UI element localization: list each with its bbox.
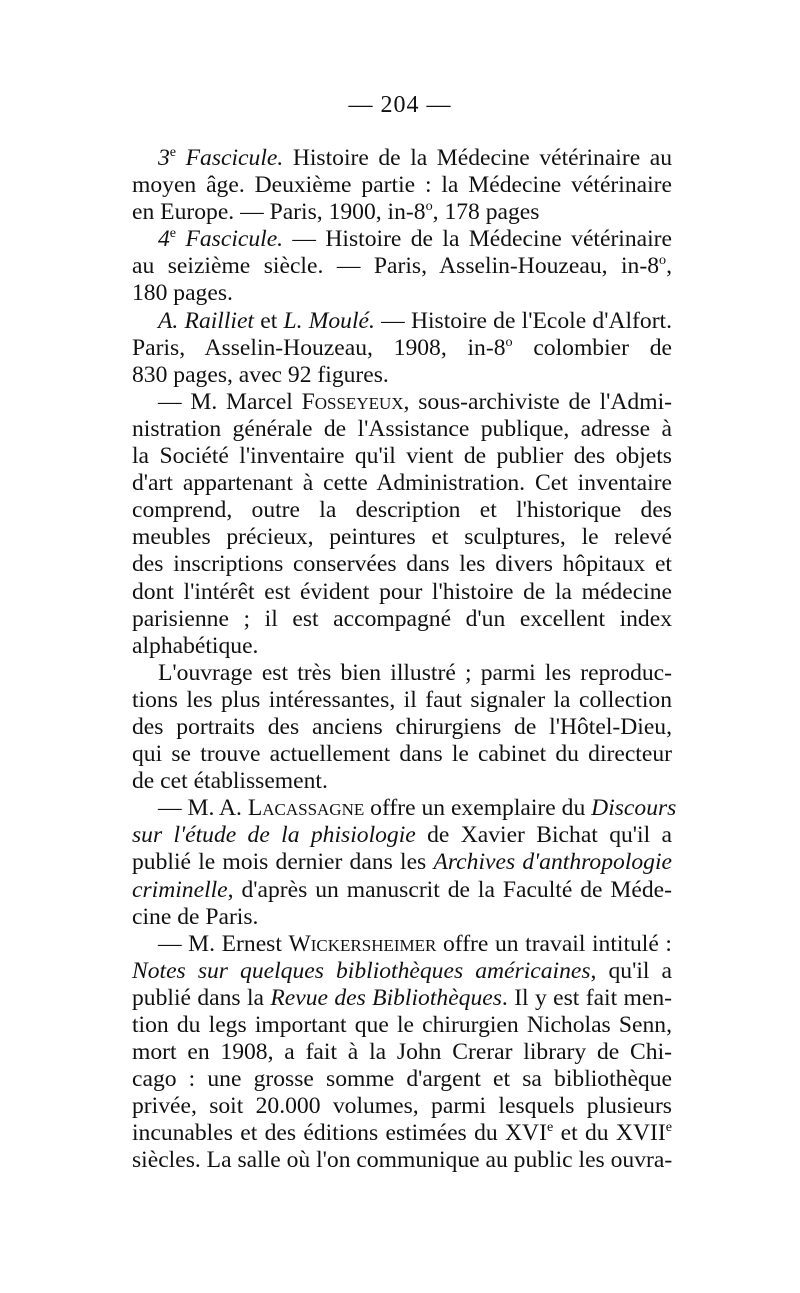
text-line: 3e Fascicule. Histoire de la Médecine vétérinaire au <box>158 144 673 171</box>
text-line: L'ouvrage est très bien illustré ; parmi les reproduc- <box>158 659 672 686</box>
text-line: publié dans la Revue des Bibliothèques. Il y est fait men- <box>132 984 672 1011</box>
text-line: nistration générale de l'Assistance publique, adresse à <box>132 415 672 442</box>
text-line: cago : une grosse somme d'argent et sa bibliothèque <box>132 1066 672 1093</box>
text-line: dont l'intérêt est évident pour l'histoire de la médecine <box>132 578 672 605</box>
text-line: 830 pages, avec 92 figures. <box>132 361 389 388</box>
page-number: — 204 — <box>348 92 452 118</box>
text-line: Notes sur quelques bibliothèques américaines, qu'il a <box>132 957 673 984</box>
text-line: au seizième siècle. — Paris, Asselin-Houzeau, in-8$^o$, <box>132 252 672 280</box>
text-line: mort en 1908, a fait à la John Crerar library de Chi- <box>132 1039 672 1066</box>
text-line: moyen âge. Deuxième partie : la Médecine vétérinaire <box>132 172 672 199</box>
text-line: tion du legs important que le chirurgien Nicholas Senn, <box>132 1012 672 1038</box>
text-line: comprend, outre la description et l'historique des <box>132 497 672 524</box>
text-line: A. Railliet et L. Moulé. — Histoire de l'Ecole d'Alfort. <box>158 307 673 334</box>
text-line: de cet établissement. <box>132 768 328 795</box>
text-line: qui se trouve actuellement dans le cabinet du directeur <box>132 741 672 768</box>
text-line: alphabétique. <box>132 632 259 659</box>
text-line: en Europe. — Paris, 1900, in-8$^o$, 178 pages <box>132 198 540 226</box>
text-line: sur l'étude de la phisiologie de Xavier Bichat qu'il a <box>132 822 672 849</box>
text-line: la Société l'inventaire qu'il vient de publier des objets <box>132 443 672 470</box>
text-line: d'art appartenant à cette Administration. Cet inventaire <box>132 470 672 497</box>
text-line: parisienne ; il est accompagné d'un excellent index <box>132 605 672 632</box>
text-line: publié le mois dernier dans les Archives d'anthropologie <box>132 849 672 876</box>
text-line: cine de Paris. <box>132 903 259 930</box>
text-line: Paris, Asselin-Houzeau, 1908, in-8$^o$ colombier de <box>132 333 672 361</box>
text-line: siècles. La salle où l'on communique au public les ouvra- <box>132 1147 673 1174</box>
text-line: — M. A. Lacassagne offre un exemplaire du Discours <box>158 795 677 822</box>
text-line: incunables et des éditions estimées du XVIe et du XVIIe <box>132 1119 673 1147</box>
text-line: privée, soit 20.000 volumes, parmi lesquels plusieurs <box>132 1093 672 1120</box>
text-line: tions les plus intéressantes, il faut signaler la collection <box>132 686 672 713</box>
text-line: — M. Ernest Wickersheimer offre un travail intitulé : <box>158 930 672 957</box>
text-line: des inscriptions conservées dans les divers hôpitaux et <box>132 551 672 578</box>
text-line: — M. Marcel Fosseyeux, sous-archiviste de l'Admi- <box>158 388 672 415</box>
text-line: 180 pages. <box>132 280 233 307</box>
text-line: criminelle, d'après un manuscrit de la Faculté de Méde- <box>132 876 672 903</box>
text-line: des portraits des anciens chirurgiens de l'Hôtel-Dieu, <box>132 713 672 740</box>
text-line: meubles précieux, peintures et sculptures, le relevé <box>132 524 672 551</box>
body-text <box>132 144 677 1175</box>
text-line: 4e Fascicule. — Histoire de la Médecine vétérinaire <box>158 225 673 253</box>
